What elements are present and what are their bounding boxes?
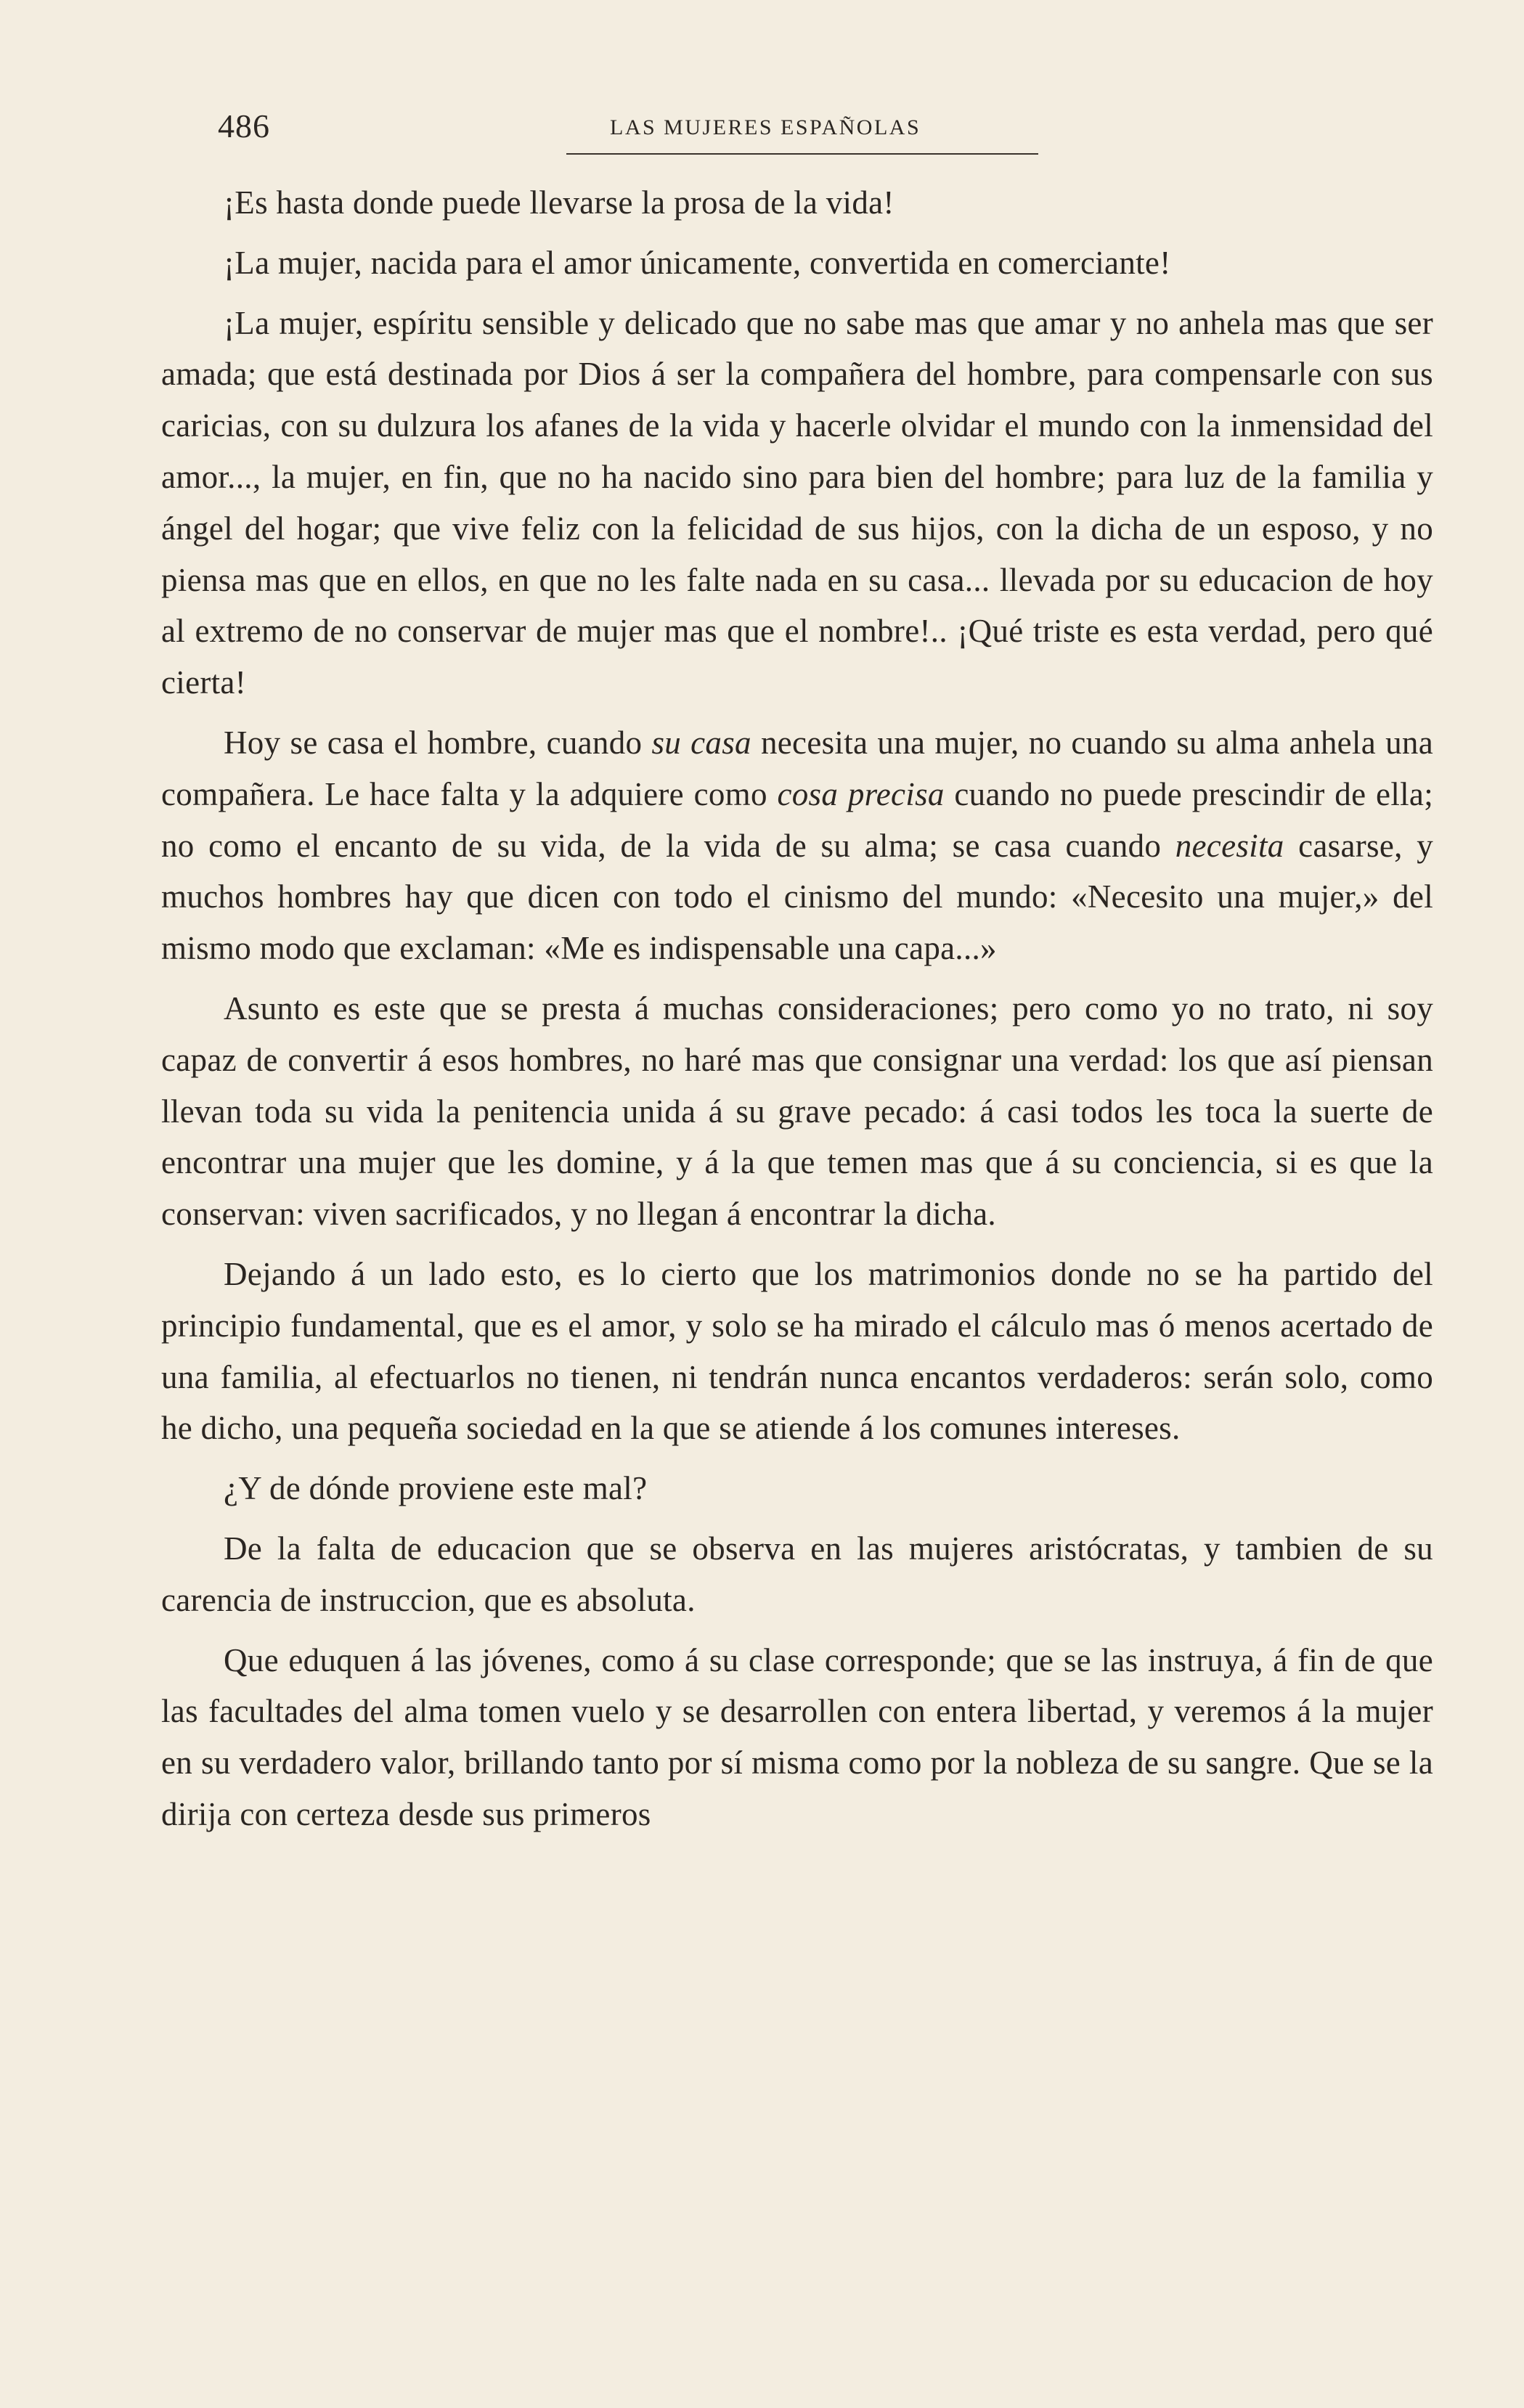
paragraph-5: Asunto es este que se presta á muchas consideraciones; pero como yo no trato, ni soy capaz de convertir á esos hombres, no haré mas que consignar una verdad: los que así piensan llevan toda su vida la penitencia unida á su grave pecado: á casi todos les toca la suerte de encontrar una mujer que les domine, y á la que temen mas que á su conciencia, si es que la conservan: viven sacrificados, y no llegan á encontrar la dicha. <box>161 989 1433 1233</box>
running-title: LAS MUJERES ESPAÑOLAS <box>610 115 921 139</box>
paragraph-1: ¡Es hasta donde puede llevarse la prosa de la vida! <box>224 184 895 221</box>
italic-phrase-cosa-precisa: cosa precisa <box>777 775 945 812</box>
paragraph-3: ¡La mujer, espíritu sensible y delicado que no sabe mas que amar y no anhela mas que ser amada; que está destinada por Dios á ser la compañera del hombre, para compensarle con sus caricias, con su dulzura los afanes de la vida y hacerle olvidar el mundo con la inmensidad del amor..., la mujer, en fin, que no ha nacido sino para bien del hombre; para luz de la familia y ángel del hogar; que vive feliz con la felicidad de sus hijos, con la dicha de un esposo, y no piensa mas que en ellos, en que no les falte nada en su casa... llevada por su educacion de hoy al extremo de no conservar de mujer mas que el nombre!.. ¡Qué triste es esta verdad, pero qué cierta! <box>161 304 1433 701</box>
paragraph-4-text-3: cuando no puede prescindir de ella; no como el encanto de su vida, de la vida de su alma; se casa cuando <box>161 775 1433 864</box>
paragraph-4 <box>161 717 1433 974</box>
paragraph-4-text-1: Hoy se casa el hombre, cuando <box>224 724 652 761</box>
paragraph-4-text-4: casarse, y muchos hombres hay que dicen con todo el cinismo del mundo: «Necesito una mujer,» del mismo modo que exclaman: «Me es indispensable una capa...» <box>161 827 1433 967</box>
page-header <box>218 106 1038 150</box>
paragraph-7: ¿Y de dónde proviene este mal? <box>224 1470 648 1507</box>
paragraph-4-text-2: necesita una mujer, no cuando su alma anhela una compañera. Le hace falta y la adquiere como <box>161 724 1433 812</box>
body-text <box>161 177 1433 1849</box>
italic-phrase-necesita: necesita <box>1175 827 1284 864</box>
paragraph-2: ¡La mujer, nacida para el amor únicamente, convertida en comerciante! <box>224 244 1171 281</box>
paragraph-9: Que eduquen á las jóvenes, como á su clase corresponde; que se las instruya, á fin de que las facultades del alma tomen vuelo y se desarrollen con entera libertad, y veremos á la mujer en su verdadero valor, brillando tanto por sí misma como por la nobleza de su sangre. Que se la dirija con certeza desde sus primeros <box>161 1641 1433 1832</box>
paragraph-8: De la falta de educacion que se observa en las mujeres aristócratas, y tambien de su carencia de instruccion, que es absoluta. <box>161 1530 1433 1618</box>
paragraph-6: Dejando á un lado esto, es lo cierto que los matrimonios donde no se ha partido del principio fundamental, que es el amor, y solo se ha mirado el cálculo mas ó menos acertado de una familia, al efectuarlos no tienen, ni tendrán nunca encantos verdaderos: serán solo, como he dicho, una pequeña sociedad en la que se atiende á los comunes intereses. <box>161 1255 1433 1447</box>
header-rule <box>566 153 1038 155</box>
page-number: 486 <box>218 107 270 144</box>
italic-phrase-su-casa: su casa <box>651 724 751 761</box>
